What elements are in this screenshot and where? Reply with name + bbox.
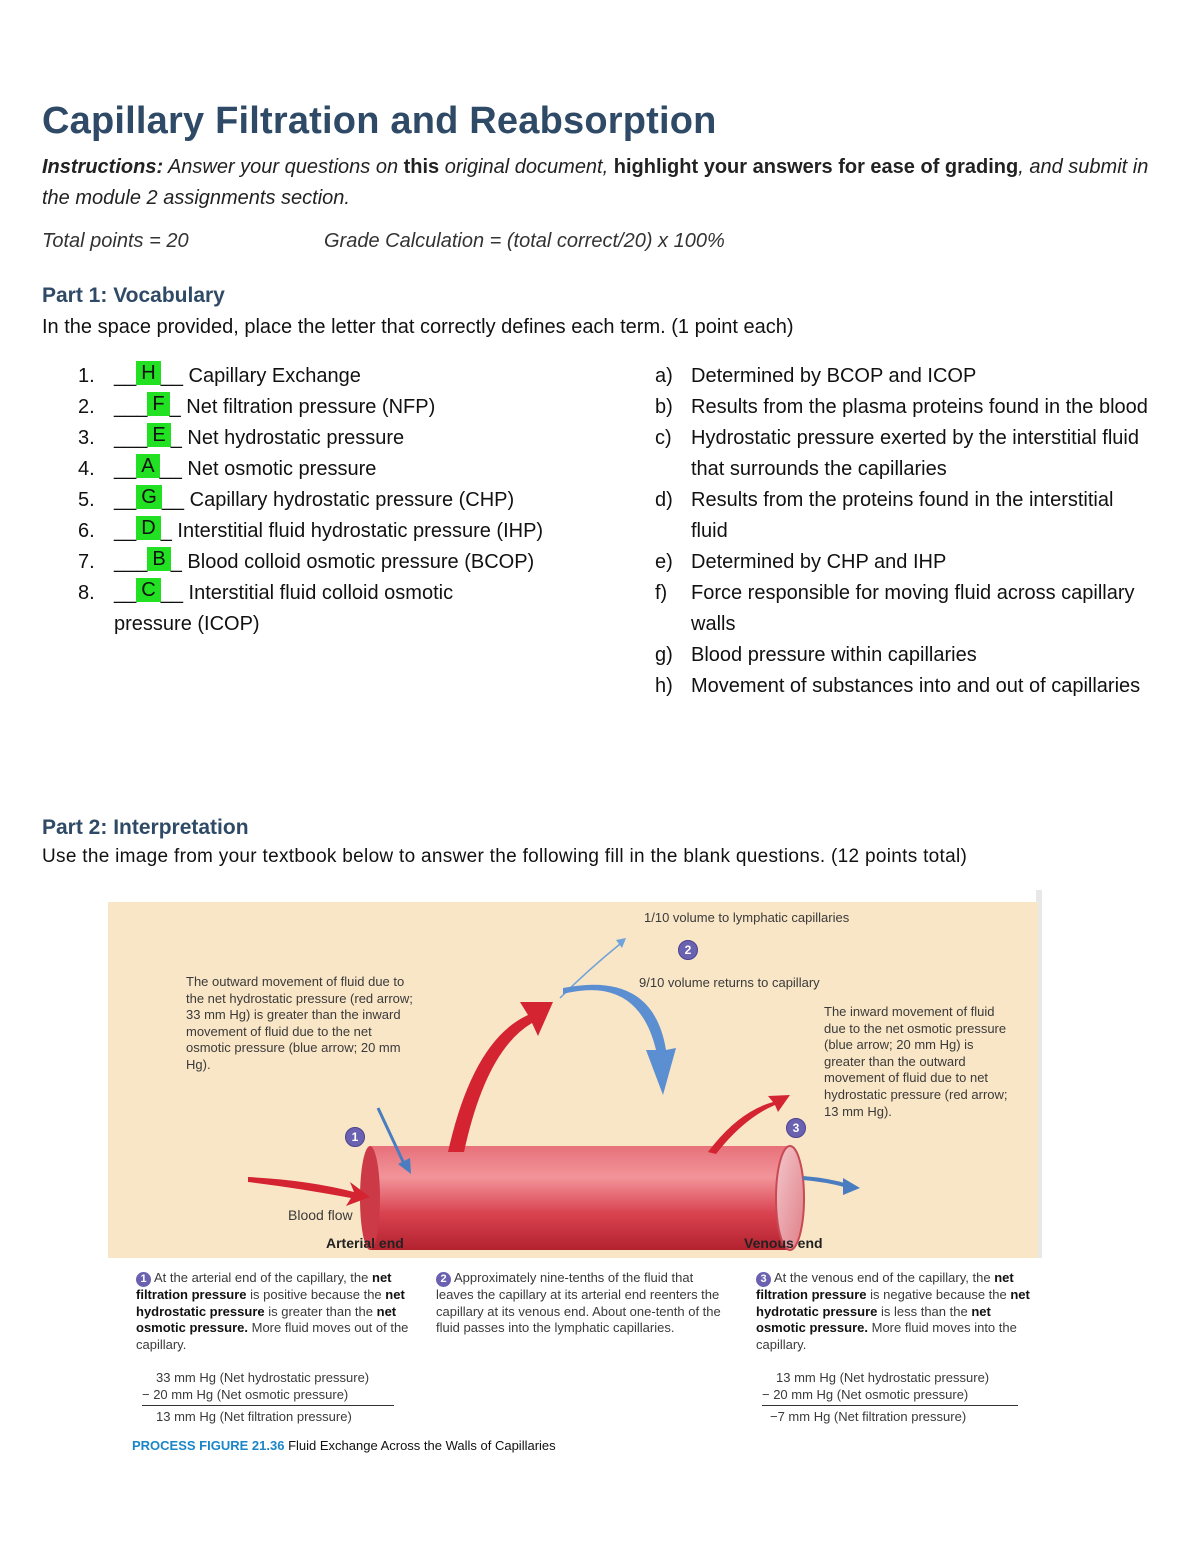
- blue-return-arrow: [563, 985, 676, 1095]
- red-outward-arrow-venous: [708, 1095, 790, 1154]
- definition-text: Results from the plasma proteins found in the blood: [691, 396, 1148, 418]
- part1-description: In the space provided, place the letter that correctly defines each term. (1 point each): [42, 316, 794, 338]
- step-2-text: 2 Approximately nine-tenths of the fluid that leaves the capillary at its arterial end reenters the capillary at its venous end. About one-tenth of the fluid passes into the lymphatic capillaries.: [436, 1270, 721, 1336]
- calc1-line1: 33 mm Hg (Net hydrostatic pressure): [156, 1370, 370, 1385]
- vocab-answer-blank[interactable]: [114, 485, 514, 516]
- blank-post: _: [160, 520, 172, 542]
- vocab-term-continued: pressure (ICOP): [114, 613, 260, 635]
- vocab-answer-blank[interactable]: [114, 454, 376, 485]
- vocab-term: Capillary hydrostatic pressure (CHP): [189, 489, 515, 511]
- blank-post: _: [170, 551, 182, 573]
- step-3-marker: 3: [786, 1118, 806, 1138]
- lymphatic-label: 1/10 volume to lymphatic capillaries: [644, 910, 850, 925]
- step-3-text: 3 At the venous end of the capillary, the net filtration pressure is negative because the net hydrotatic pressure is less than the net osmotic pressure. More fluid moves into the capillary.: [756, 1270, 1030, 1352]
- step-2-badge: 2: [436, 1272, 451, 1287]
- calc3-rule: [762, 1405, 1018, 1406]
- calc1-line2: − 20 mm Hg (Net osmotic pressure): [142, 1387, 349, 1402]
- vocab-item: [78, 578, 638, 609]
- step-1-text: 1 At the arterial end of the capillary, the net filtration pressure is positive because the net hydrostatic pressure is greater than the net osmotic pressure. More fluid moves out of the capillary.: [136, 1270, 409, 1352]
- definition-letter: a): [655, 365, 673, 387]
- blank-post: __: [160, 582, 183, 604]
- vocab-number: 1.: [78, 365, 95, 387]
- highlighted-answer: G: [136, 485, 162, 509]
- blank-pre: __: [114, 582, 137, 604]
- calc1-rule: [142, 1405, 394, 1406]
- blank-pre: ___: [114, 427, 148, 449]
- step-1-marker: 1: [345, 1127, 365, 1147]
- definition-item: [655, 392, 1155, 423]
- definition-item: [655, 423, 1155, 485]
- vocab-answer-blank[interactable]: [114, 516, 543, 547]
- vocab-item: [78, 485, 638, 516]
- blank-post: _: [169, 396, 181, 418]
- vocab-term: Interstitial fluid hydrostatic pressure (IHP): [177, 520, 544, 542]
- instructions-text-2: original document,: [439, 156, 614, 178]
- vocab-term: Net filtration pressure (NFP): [186, 396, 436, 418]
- blank-pre: __: [114, 365, 137, 387]
- vocab-answer-blank[interactable]: [114, 392, 435, 423]
- blood-flow-label: Blood flow: [288, 1207, 353, 1223]
- step-2-marker: 2: [678, 940, 698, 960]
- definition-item: [655, 640, 1155, 671]
- highlighted-answer: B: [147, 547, 170, 571]
- definition-item: [655, 485, 1155, 547]
- definition-text: Hydrostatic pressure exerted by the interstitial fluid that surrounds the capillaries: [691, 427, 1139, 480]
- definition-text: Force responsible for moving fluid across capillary walls: [691, 582, 1135, 635]
- vocab-number: 2.: [78, 396, 95, 418]
- part2-heading: Part 2: Interpretation: [42, 816, 249, 839]
- highlighted-answer: A: [136, 454, 159, 478]
- vocab-item-continuation: [78, 609, 638, 640]
- vocab-item: [78, 361, 638, 392]
- vocab-item: [78, 547, 638, 578]
- definition-letter: g): [655, 644, 673, 666]
- left-note: The outward movement of fluid due to the net hydrostatic pressure (red arrow; 33 mm Hg) is greater than the inward movement of fluid due to the net osmotic pressure (blue arrow; 20 mm Hg).: [186, 974, 413, 1072]
- definition-text: Determined by BCOP and ICOP: [691, 365, 977, 387]
- page-title: Capillary Filtration and Reabsorption: [42, 100, 717, 142]
- vocab-number: 8.: [78, 582, 95, 604]
- caption-text: Fluid Exchange Across the Walls of Capillaries: [284, 1438, 556, 1453]
- caption-label: PROCESS FIGURE 21.36: [132, 1438, 285, 1453]
- total-points: Total points = 20: [42, 230, 189, 252]
- step-3-badge: 3: [756, 1272, 771, 1287]
- figure-caption: [132, 1438, 556, 1453]
- highlighted-answer: H: [136, 361, 160, 385]
- highlighted-answer: E: [147, 423, 170, 447]
- vocab-item: [78, 423, 638, 454]
- blank-post: __: [160, 365, 183, 387]
- instructions-text-1: Answer your questions on: [163, 156, 404, 178]
- grade-calculation: Grade Calculation = (total correct/20) x 100%: [324, 230, 725, 252]
- arterial-end-label: Arterial end: [326, 1235, 404, 1251]
- blank-pre: ___: [114, 396, 148, 418]
- definition-item: [655, 547, 1155, 578]
- definition-item: [655, 671, 1155, 702]
- blank-pre: __: [114, 520, 137, 542]
- vocab-term: Net osmotic pressure: [187, 458, 377, 480]
- vocab-answer-blank[interactable]: [114, 423, 404, 454]
- vocab-item: [78, 454, 638, 485]
- vocab-number: 7.: [78, 551, 95, 573]
- definitions-list: [655, 361, 1155, 702]
- definition-letter: d): [655, 489, 673, 511]
- vocab-term: Blood colloid osmotic pressure (BCOP): [187, 551, 535, 573]
- part1-heading: Part 1: Vocabulary: [42, 284, 225, 307]
- vocab-number: 5.: [78, 489, 95, 511]
- blank-post: __: [161, 489, 185, 511]
- instructions-bold-2: highlight your answers for ease of grading: [613, 156, 1019, 178]
- vocab-answer-blank[interactable]: [114, 361, 361, 392]
- right-note: The inward movement of fluid due to the net osmotic pressure (blue arrow; 20 mm Hg) is greater than the outward movement of fluid due to net hydrostatic pressure (red arrow; 13 mm Hg).: [824, 1004, 1008, 1119]
- step-1-badge: 1: [136, 1272, 151, 1287]
- venous-end-label: Venous end: [744, 1235, 823, 1251]
- returns-label: 9/10 volume returns to capillary: [639, 975, 820, 990]
- highlighted-answer: F: [147, 392, 169, 416]
- vocab-number: 6.: [78, 520, 95, 542]
- definition-text: Results from the proteins found in the interstitial fluid: [691, 489, 1114, 542]
- vocab-answer-blank[interactable]: [114, 547, 534, 578]
- calc3-line1: 13 mm Hg (Net hydrostatic pressure): [776, 1370, 990, 1385]
- textbook-figure: [108, 890, 1043, 1460]
- blood-flow-arrow: [248, 1177, 370, 1206]
- capillary-tube: [370, 1146, 790, 1250]
- highlighted-answer: D: [136, 516, 160, 540]
- vocab-number: 4.: [78, 458, 95, 480]
- definition-letter: c): [655, 427, 672, 449]
- calc1-result: 13 mm Hg (Net filtration pressure): [156, 1409, 352, 1424]
- vocab-term: Capillary Exchange: [188, 365, 361, 387]
- instructions-bold-1: this: [403, 156, 440, 178]
- instructions: [42, 152, 1162, 214]
- vocab-item: [78, 516, 638, 547]
- vocab-term: Net hydrostatic pressure: [187, 427, 405, 449]
- blank-post: _: [170, 427, 182, 449]
- instructions-label: Instructions:: [42, 156, 164, 178]
- definition-letter: b): [655, 396, 673, 418]
- highlighted-answer: C: [136, 578, 160, 602]
- blank-pre: ___: [114, 551, 148, 573]
- vocab-answer-blank[interactable]: [114, 578, 453, 609]
- vocab-list: [78, 361, 638, 640]
- definition-text: Blood pressure within capillaries: [691, 644, 977, 666]
- red-outward-arrow: [448, 1002, 553, 1152]
- blue-outflow-arrow: [803, 1178, 848, 1186]
- blue-outflow-arrowhead: [843, 1178, 860, 1195]
- definition-letter: h): [655, 675, 673, 697]
- part2-description: Use the image from your textbook below to answer the following fill in the blank questions. (12 points total): [42, 846, 968, 867]
- definition-item: [655, 361, 1155, 392]
- vocab-term: Interstitial fluid colloid osmotic: [188, 582, 454, 604]
- vocab-number: 3.: [78, 427, 95, 449]
- blank-post: __: [159, 458, 182, 480]
- vocab-item: [78, 392, 638, 423]
- definition-letter: e): [655, 551, 673, 573]
- definition-text: Determined by CHP and IHP: [691, 551, 947, 573]
- definition-item: [655, 578, 1155, 640]
- definition-letter: f): [655, 582, 668, 604]
- calc3-result: −7 mm Hg (Net filtration pressure): [770, 1409, 967, 1424]
- calc3-line2: − 20 mm Hg (Net osmotic pressure): [762, 1387, 969, 1402]
- instructions-text-3: , and submit in the module 2 assignments section.: [42, 156, 1149, 209]
- blank-pre: __: [114, 458, 137, 480]
- blank-pre: __: [114, 489, 137, 511]
- definition-text: Movement of substances into and out of capillaries: [691, 675, 1141, 697]
